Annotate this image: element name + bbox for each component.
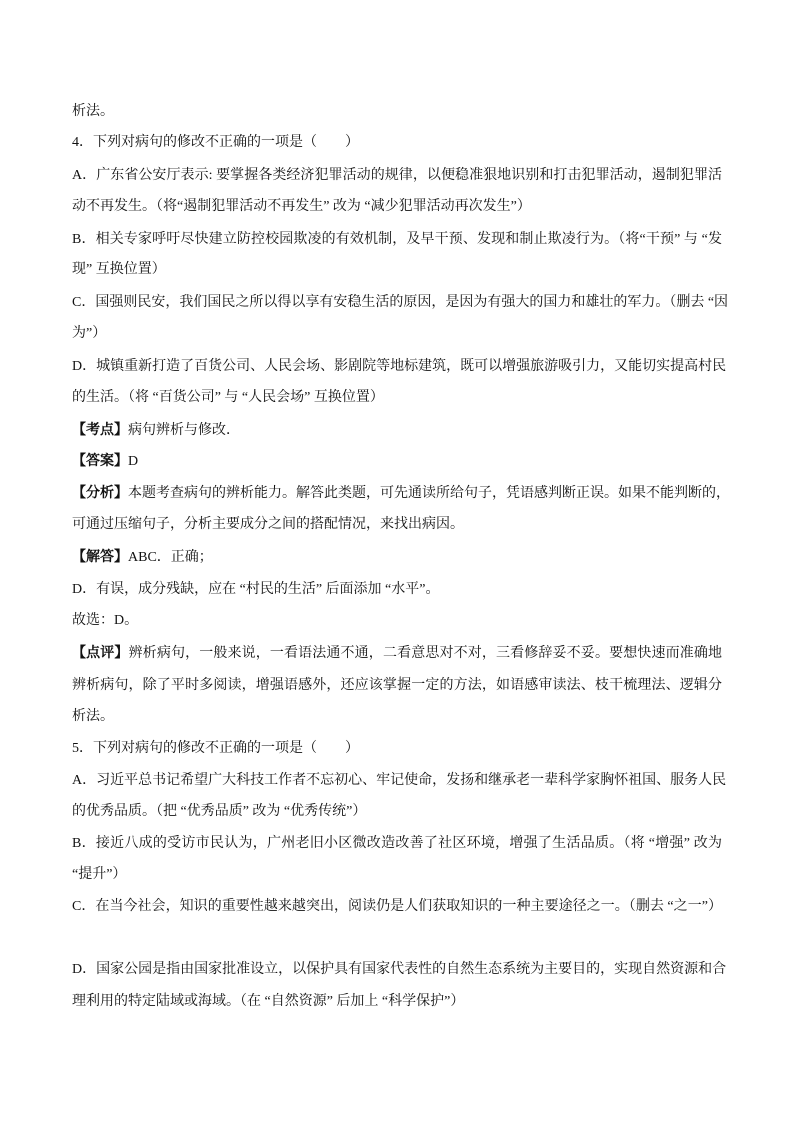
comment-text-1: 辨析病句，一般来说，一看语法通不通，二看意思对不对，三看修辞妥不妥。要想快速而准确地 [128,646,723,661]
comment-label: 【点评】 [72,646,129,661]
q4-comment-line-1 [72,644,722,664]
q5-option-d-line-1: D．国家公园是指由国家批准设立，以保护具有国家代表性的自然生态系统为主要目的，实现自然资源和合 [72,962,727,977]
q4-option-c-line-1: C．国强则民安，我们国民之所以得以享有安稳生活的原因，是因为有强大的国力和雄壮的军力。（删去 “因 [72,295,729,310]
answer-text: D [128,454,139,469]
q4-comment-line-2: 辨析病句，除了平时多阅读，增强语感外，还应该掌握一定的方法，如语感审读法、枝干梳理法、逻辑分 [72,678,722,693]
q4-option-a-line-2: 动不再发生。（将“遏制犯罪活动不再发生” 改为 “减少犯罪活动再次发生”） [72,199,531,214]
q4-kaodian [72,421,240,441]
q4-solution-line-1 [72,548,213,568]
q4-option-d-line-2: 的生活。（将 “百货公司” 与 “人民会场” 互换位置） [72,390,384,405]
q4-option-b-line-1: B．相关专家呼吁尽快建立防控校园欺凌的有效机制，及早干预、发现和制止欺凌行为。（将“干预” 与 “发 [72,232,722,247]
q4-option-d-line-1: D．城镇重新打造了百货公司、人民会场、影剧院等地标建筑，既可以增强旅游吸引力，又能切实提高村民 [72,359,727,374]
q4-solution-line-2: D．有误，成分残缺，应在 “村民的生活” 后面添加 “水平”。 [72,582,440,597]
q4-option-b-line-2: 现” 互换位置） [72,262,166,277]
kaodian-text: 病句辨析与修改． [128,423,240,438]
kaodian-label: 【考点】 [72,423,128,438]
answer-label: 【答案】 [72,454,128,469]
q5-option-d-line-2: 理利用的特定陆域或海域。（在 “自然资源” 后加上 “科学保护”） [72,994,465,1009]
q4-analysis-line-2: 可通过压缩句子，分析主要成分之间的搭配情况，来找出病因。 [72,517,464,532]
q4-answer [72,452,138,472]
carryover-text: 析法。 [72,104,114,119]
q4-option-c-line-2: 为”） [72,326,107,341]
q5-option-a-line-1: A．习近平总书记希望广大科技工作者不忘初心、牢记使命，发扬和继承老一辈科学家胸怀祖国、服务人民 [72,773,727,788]
q5-option-a-line-2: 的优秀品质。（把 “优秀品质” 改为 “优秀传统”） [72,804,367,819]
analysis-text-1: 本题考查病句的辨析能力。解答此类题，可先通读所给句子，凭语感判断正误。如果不能判断的， [128,486,730,501]
question-5-stem: 5．下列对病句的修改不正确的一项是（ ） [72,741,359,756]
q4-comment-line-3: 析法。 [72,709,114,724]
q4-solution-line-3: 故选：D。 [72,613,139,628]
q5-option-b-line-1: B．接近八成的受访市民认为，广州老旧小区微改造改善了社区环境，增强了生活品质。（将 “增强” 改为 [72,836,722,851]
q5-option-b-line-2: “提升”） [72,867,127,882]
q4-option-a-line-1: A．广东省公安厅表示: 要掌握各类经济犯罪活动的规律，以便稳准狠地识别和打击犯罪活动，遏制犯罪活 [72,168,722,183]
solution-text-1: ABC．正确； [128,550,213,565]
question-4-stem: 4．下列对病句的修改不正确的一项是（ ） [72,135,359,150]
q4-analysis-line-1 [72,484,730,504]
analysis-label: 【分析】 [72,486,128,501]
q5-option-c-line-1: C．在当今社会，知识的重要性越来越突出，阅读仍是人们获取知识的一种主要途径之一。（删去 “之一”） [72,899,722,914]
solution-label: 【解答】 [72,550,128,565]
